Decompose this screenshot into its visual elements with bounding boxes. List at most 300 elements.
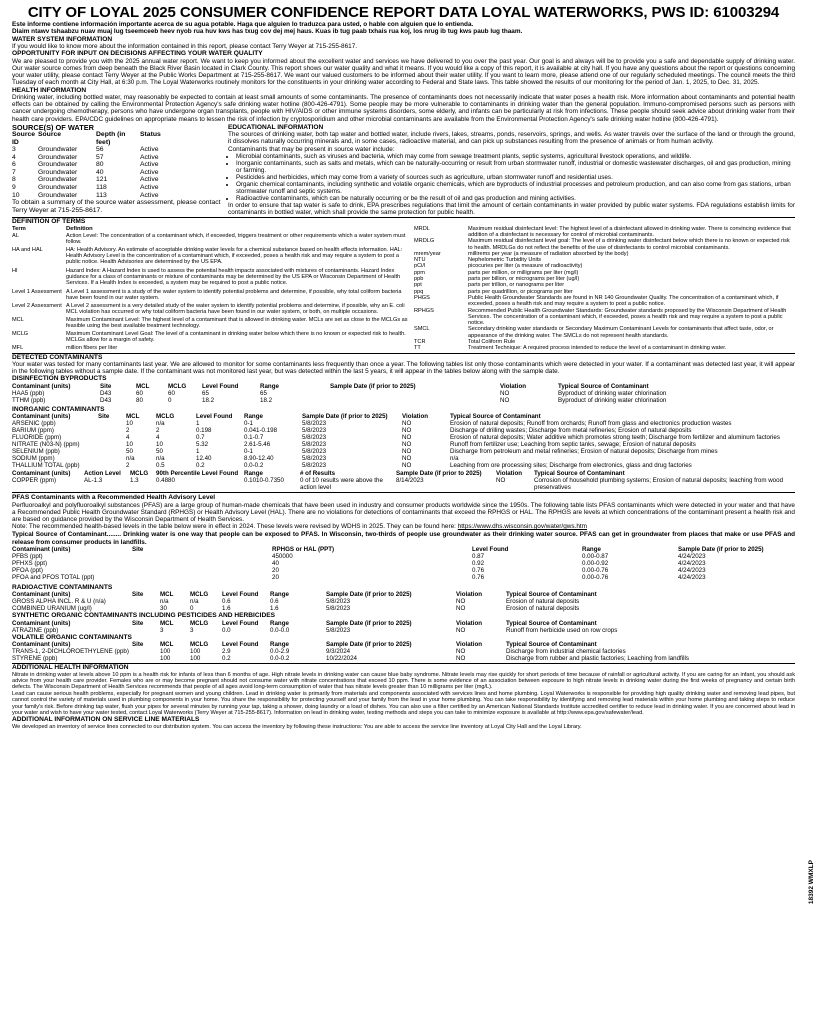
table-cell: 10 xyxy=(126,441,133,449)
table-header: Range xyxy=(244,470,263,478)
table-header: MCLG xyxy=(190,619,209,627)
table-cell: 0.00-0.76 xyxy=(582,573,609,581)
table-header: Sample Date (if prior to 2025) xyxy=(302,413,388,421)
definition-term: HA and HAL xyxy=(12,246,43,253)
table-cell xyxy=(132,567,272,574)
definitions-col-term: Term xyxy=(12,225,26,232)
table-cell: 0.87 xyxy=(472,552,485,560)
table-cell: NO xyxy=(456,605,466,613)
table-header: Violation xyxy=(456,619,483,627)
sources-cell: Groundwater xyxy=(38,146,78,154)
table-cell: 1.6 xyxy=(270,605,279,613)
table-cell: 2 xyxy=(156,427,160,435)
sources-cell: Active xyxy=(140,184,159,192)
table-cell: 0.6 xyxy=(222,598,231,606)
table-cell: 3 xyxy=(190,626,194,634)
table-cell: 0.92 xyxy=(472,559,485,567)
definition-text: parts per trillion, or nanograms per liter xyxy=(468,282,565,289)
sources-cell: Groundwater xyxy=(38,176,78,184)
table-cell: NO xyxy=(456,648,466,656)
table-header: MCLG xyxy=(190,591,209,599)
definition-row xyxy=(12,345,408,352)
table-cell: Discharge of drilling wastes; Discharge from metal refineries; Erosion of natural deposits xyxy=(450,427,692,435)
definition-term: ppm xyxy=(414,269,425,276)
synthetic-table xyxy=(12,620,795,634)
table-cell: 5/8/2023 xyxy=(302,455,327,463)
definition-row xyxy=(414,295,795,308)
table-cell: PFOA (ppt) xyxy=(12,566,43,574)
table-row xyxy=(12,655,795,662)
table-header: Site xyxy=(132,641,144,649)
sources-col-depth: Depth (in feet) xyxy=(96,131,126,146)
table-cell: 0.0-0.2 xyxy=(244,462,264,470)
table-cell xyxy=(132,598,160,605)
sources-heading: SOURCE(S) OF WATER xyxy=(12,122,94,132)
table-header: Range xyxy=(270,619,289,627)
detected-heading: DETECTED CONTAMINANTS xyxy=(12,353,103,361)
definition-text: picocuries per liter (a measure of radioactivity) xyxy=(468,263,583,270)
table-cell xyxy=(330,397,500,404)
table-header: Level Found xyxy=(202,382,239,390)
table-cell: n/a xyxy=(450,455,459,463)
table-cell: 3 xyxy=(160,626,164,634)
dbp-heading: DISINFECTION BYPRODUCTS xyxy=(12,375,107,383)
opportunity-text: We are pleased to provide you with the 2025 annual water report. We want to keep you informed about the excellent water and services we have delivered to you over the past year. Our goal is and always will be to provide you a safe and dependable supply of drinking water. Our water source comes from deep beneath the Black River Basin located in Clark County. This report shows our water quality and what it means. If you would like a copy of this report, it is available at city hall. If you have any questions about the report or questions concerning your water utility, please contact Terry Weyer at the Public Works Department at 715-255-8617. We want our valued customers to be informed about their water utility. If you want to learn more, please attend one of our regularly scheduled meetings. The council meets the third Tuesday of each month at City Hall, at 6:30 p.m. The Loyal Waterworks routinely monitors for the constituents in your drinking water according to Federal and State laws. This table showed the results of our monitoring for the period of Jan. 1, 2025, to Dec. 31, 2025. xyxy=(12,57,795,87)
table-header: Site xyxy=(132,591,144,599)
table-cell: NO xyxy=(402,448,412,456)
sources-cell: Active xyxy=(140,161,159,169)
table-cell xyxy=(132,627,160,634)
table-cell: 18.2 xyxy=(260,396,273,404)
table-row xyxy=(12,567,795,574)
definition-term: MCLG xyxy=(12,330,29,337)
table-cell xyxy=(98,434,126,441)
sources-cell: 121 xyxy=(96,176,108,184)
table-cell: 5/8/2023 xyxy=(302,441,327,449)
table-row xyxy=(12,627,795,634)
educational-lead: Contaminants that may be present in source water include: xyxy=(228,145,395,153)
table-cell: 0.6 xyxy=(270,598,279,606)
definition-term: HI xyxy=(12,267,18,274)
definition-text: Secondary drinking water standards or Secondary Maximum Contaminant Levels for contaminants that affect taste, odor, or appearance of the drinking water. The SMCLs do not represent health standards. xyxy=(468,326,774,339)
table-cell: 0.4880 xyxy=(156,477,175,485)
definition-text: Recommended Public Health Groundwater Standards: Groundwater standards proposed by the Wisconsin Department of Health Services. The concentration of a contaminant which, if exceeded, poses a health risk and may require a system to post a public notice. xyxy=(468,307,787,327)
table-cell xyxy=(98,420,126,427)
service-lines-heading: ADDITIONAL INFORMATION ON SERVICE LINE MATERIALS xyxy=(12,716,200,724)
table-cell: 20 xyxy=(272,566,279,574)
table-header: MCL xyxy=(160,591,174,599)
table-header: 90th Percentile Level Found xyxy=(156,470,239,478)
sources-cell: Active xyxy=(140,191,159,199)
table-cell: NO xyxy=(402,455,412,463)
table-cell xyxy=(132,560,272,567)
sources-cell: Active xyxy=(140,153,159,161)
table-cell: 0-1 xyxy=(244,448,253,456)
spanish-notice: Este informe contiene información importante acerca de su agua potable. Haga que alguien lo traduzca para usted, o hable con alguien que lo entienda. xyxy=(12,21,474,28)
sources-cell: 3 xyxy=(12,146,16,154)
detected-text: Your water was tested for many contaminants last year. We are allowed to monitor for some contaminants less frequently than once a year. The following tables list only those contaminants which were detected in your water. If a contaminant was detected last year, it will appear in the following tables without a sample date. If the contaminant was not monitored last year, but was detected within the last 5 years, it will appear in the tables below along with the sample date. xyxy=(12,361,795,376)
table-cell: 8/14/2023 xyxy=(396,477,424,485)
table-row xyxy=(12,448,795,455)
table-cell: 1.6 xyxy=(222,605,231,613)
table-cell: Discharge from rubber and plastic factories; Leaching from landfills xyxy=(506,655,689,663)
contaminant-type-item: • Radioactive contaminants, which can be naturally occurring or be the result of oil and gas production and mining activities. xyxy=(236,195,795,202)
contaminant-type-item: • Microbial contaminants, such as viruses and bacteria, which may come from sewage treatment plants, septic systems, agricultural livestock operations, and wildlife. xyxy=(236,153,795,160)
table-header: Violation xyxy=(496,470,523,478)
table-cell: 0.2 xyxy=(196,462,205,470)
service-lines-text: We developed an inventory of service lines connected to our distribution system. You can access the inventory by following these instructions: You are able to access the service line inventory at Loyal City Hall and the Loyal Library. xyxy=(12,723,582,730)
definition-text: A Level 2 assessment is a very detailed study of the water system to identify potential problems and determine, if possible, why an E. coli MCL violation has occurred or why total coliform bacteria have been found in our water system, or both, on multiple occasions. xyxy=(66,302,405,315)
sources-cell: Groundwater xyxy=(38,161,78,169)
definition-text: A Level 1 assessment is a study of the water system to identify potential problems and determine, if possible, why total coliform bacteria have been found in our water system. xyxy=(66,288,402,301)
definition-term: MRDL xyxy=(414,225,430,232)
table-cell: D43 xyxy=(100,396,112,404)
inorganic-heading: INORGANIC CONTAMINANTS xyxy=(12,405,105,413)
definitions-col-definition: Definition xyxy=(66,225,93,232)
educational-intro: The sources of drinking water, both tap water and bottled water, include rivers, lakes, streams, ponds, reservoirs, springs, and wells. As water travels over the surface of the land or through the ground, it dissolves naturally occurring minerals and, in some cases, radioactive material, and can pick up substances resulting from the presence of animals or from human activity. xyxy=(228,131,795,146)
table-header: Level Found xyxy=(222,619,259,627)
definition-term: PHGS xyxy=(414,294,430,301)
table-header: Sample Date (if prior to 2025) xyxy=(326,591,412,599)
pfas-text: Perfluoroalkyl and polyfluoroalkyl substances (PFAS) are a large group of human-made chemicals that have been used in industry and consumer products worldwide since the 1950s. The following table lists PFAS contaminants which were detected in your water and that have a Recommended Public Health Groundwater Standard (RPHGS) or Health Advisory Level (HAL). There are no violations for detections of contaminants that exceed the RPHGS or HAL. The RPHGS are levels at which concentrations of the contaminant present a health risk and are based on guidance provided by the Wisconsin Department of Health Services. xyxy=(12,501,795,524)
table-cell: 0.041-0.198 xyxy=(244,427,278,435)
radio-table xyxy=(12,591,795,612)
table-cell: Runoff from fertilizer use; Leaching from septic tanks, sewage; Erosion of natural deposits xyxy=(450,441,696,449)
hmong-notice: Dlaim ntawv tshaabzu nuav muaj lug tseemceeb heev nyob rua huv kws has txug cov dej mej haus. Kuas ib tug paab txhais rua koj, los nrug ib tug kws paub lug thaam. xyxy=(12,28,523,36)
table-cell xyxy=(132,655,160,662)
table-cell: 0-1 xyxy=(244,420,253,428)
contaminant-type-item: • Pesticides and herbicides, which may come from a variety of sources such as agriculture, urban stormwater runoff and residential uses. xyxy=(236,174,795,181)
definition-text: Nephelometric Turbidity Units xyxy=(468,257,542,264)
sources-table xyxy=(12,131,161,199)
table-header: Violation xyxy=(456,641,483,649)
table-cell xyxy=(132,574,272,581)
table-cell: 1 xyxy=(196,420,200,428)
table-cell: 100 xyxy=(160,648,171,656)
sources-col-id: Source ID xyxy=(12,131,36,146)
table-cell: HAA5 (ppb) xyxy=(12,389,45,397)
table-cell: 5/8/2023 xyxy=(326,605,351,613)
sources-row xyxy=(12,154,161,162)
table-cell: 5/8/2023 xyxy=(302,448,327,456)
table-cell: 60 xyxy=(136,389,143,397)
table-row xyxy=(12,397,795,404)
definition-text: Maximum residual disinfectant level: The highest level of a disinfectant allowed in drinking water. There is convincing evidence that addition of a disinfectant is necessary for control of microbial contaminants. xyxy=(468,225,791,238)
table-header: Range xyxy=(582,545,601,553)
table-cell: AL-1.3 xyxy=(84,477,103,485)
definition-term: ppq xyxy=(414,288,424,295)
definition-term: Level 2 Assessment xyxy=(12,302,62,309)
definition-text: Public Health Groundwater Standards are found in NR 140 Groundwater Quality. The concentration of a contaminant which, if exceeded, poses a health risk and may require a system to post a public notice. xyxy=(468,294,779,308)
table-cell: NO xyxy=(456,598,466,606)
table-cell: 10 xyxy=(156,441,163,449)
table-cell: Erosion of natural deposits; Runoff from orchards; Runoff from glass and electronics production wastes xyxy=(450,420,732,428)
water-system-text: If you would like to know more about the information contained in this report, please contact Terry Weyer at 715-255-8617. xyxy=(12,43,358,51)
table-cell: 60 xyxy=(168,389,175,397)
table-cell xyxy=(132,553,272,560)
table-header: # of Results xyxy=(300,470,336,478)
table-cell: ATRAZINE (ppb) xyxy=(12,626,59,634)
table-cell: 40 xyxy=(272,559,279,567)
definition-row xyxy=(414,326,795,339)
definition-row xyxy=(12,233,408,247)
table-cell: NO xyxy=(496,477,506,485)
table-cell: Erosion of natural deposits xyxy=(506,598,580,606)
table-header: Contaminant (units) xyxy=(12,591,71,599)
table-cell: 100 xyxy=(160,655,171,663)
table-header: MCLG xyxy=(190,641,209,649)
definition-row xyxy=(12,268,408,289)
table-cell: D43 xyxy=(100,389,112,397)
table-cell: 4/24/2023 xyxy=(678,573,706,581)
side-code: 18392 WMXLP xyxy=(808,860,815,905)
table-cell xyxy=(98,462,126,469)
table-cell: n/a xyxy=(156,455,165,463)
table-cell: FLUORIDE (ppm) xyxy=(12,434,62,442)
table-cell: 5/8/2023 xyxy=(326,626,351,634)
table-header: MCL xyxy=(160,619,174,627)
table-header: MCLG xyxy=(156,413,175,421)
table-cell: Erosion of natural deposits; Water additive which promotes strong teeth; Discharge from fertilizer and aluminum factories xyxy=(450,434,780,442)
table-header: Sample Date (if prior to 2025) xyxy=(330,382,416,390)
sources-cell: Groundwater xyxy=(38,191,78,199)
table-cell: 2.9 xyxy=(222,648,231,656)
definition-term: RPHGS xyxy=(414,307,434,314)
table-row xyxy=(12,477,795,491)
table-cell: 0.00-0.76 xyxy=(582,566,609,574)
table-cell: Discharge from industrial chemical factories xyxy=(506,648,626,656)
table-cell: THALLIUM TOTAL (ppb) xyxy=(12,462,80,470)
sources-col-status: Status xyxy=(140,131,161,139)
sources-row xyxy=(12,176,161,184)
table-cell xyxy=(98,448,126,455)
nitrate-text: Nitrate in drinking water at levels above 10 ppm is a health risk for infants of less than 6 months of age. High nitrate levels in drinking water can cause blue baby syndrome. Nitrate levels may rise quickly for short periods of time because of rainfall or agricultural activity. If you are caring for an infant, you should ask advice from your health care provider. Females who are or may become pregnant should not consume water with nitrate concentrations that exceed 10 ppm. There is some evidence of an association between exposure to high nitrate levels in drinking water during the first weeks of pregnancy and certain birth defects. The Wisconsin Department of Health Services recommends that people of all ages avoid long-term consumption of water that has nitrate levels greater than 10 milligrams per liter (mg/L). xyxy=(12,671,795,691)
definition-row xyxy=(12,303,408,317)
definition-term: mrem/year xyxy=(414,250,441,257)
definitions-table-left xyxy=(12,226,408,352)
educational-heading: EDUCATIONAL INFORMATION xyxy=(228,123,324,131)
table-header: Sample Date (if prior to 2025) xyxy=(326,641,412,649)
table-header: Range xyxy=(244,413,263,421)
additional-heading: ADDITIONAL HEALTH INFORMATION xyxy=(12,664,129,672)
table-cell: NO xyxy=(402,441,412,449)
table-header: Contaminant (units) xyxy=(12,545,71,553)
sources-cell: 118 xyxy=(96,184,107,192)
educational-outro: In order to ensure that tap water is safe to drink, EPA prescribes regulations that limit the amount of certain contaminants in water provided by public water systems. FDA regulations establish limits for contaminants in bottled water, which shall provide the same protection for public health. xyxy=(228,201,795,217)
table-cell: SODIUM (ppm) xyxy=(12,455,55,463)
table-row xyxy=(12,455,795,462)
definition-term: MFL xyxy=(12,344,24,351)
table-cell: 50 xyxy=(126,448,133,456)
table-cell: 10 xyxy=(126,420,133,428)
pfas-note-text: Note: The recommended health-based levels in the table below were in effect in 2024. These levels were revised by WDHS in 2025. They can be found here: xyxy=(12,523,456,531)
table-cell: BARIUM (ppm) xyxy=(12,427,54,435)
health-text: Drinking water, including bottled water, may reasonably be expected to contain at least small amounts of some contaminants. The presence of contaminants does not necessarily indicate that water poses a health risk. More information about contaminants and potential health effects can be obtained by calling the Environmental Protection Agency's safe drinking water hotline (800-426-4791). Some people may be more vulnerable to contaminants in drinking water than the general population. Immuno-compromised persons such as persons with cancer undergoing chemotherapy, persons who have undergone organ transplants, people with HIV/AIDS or other immune systems disorders, some elderly, and infants can be particularly at risk from infections. These people should seek advice about drinking water from their health care providers. EPA/CDC guidelines on appropriate means to lessen the risk of infection by cryptosporidium and other microbial contaminants are available from the Environmental Protection Agency's safe drinking water hotline (800-426-4791). xyxy=(12,94,795,123)
sources-cell: Groundwater xyxy=(38,153,78,161)
sources-row xyxy=(12,192,161,200)
table-header: Violation xyxy=(402,413,429,421)
pfas-note-link[interactable]: https://www.dhs.wisconsin.gov/water/gws.htm xyxy=(457,523,588,531)
volatile-heading: VOLATILE ORGANIC CONTAMINANTS xyxy=(12,633,132,641)
table-cell: 1.3 xyxy=(130,477,139,485)
sources-row xyxy=(12,146,161,154)
definition-row xyxy=(12,331,408,345)
table-cell: NO xyxy=(500,389,510,397)
table-cell: 0.2 xyxy=(222,655,231,663)
table-cell: ARSENIC (ppb) xyxy=(12,420,56,428)
sources-col-source: Source xyxy=(38,131,62,139)
table-cell: COPPER (ppm) xyxy=(12,477,57,485)
table-row xyxy=(12,553,795,560)
definition-term: MCL xyxy=(12,316,24,323)
table-cell: 0.7 xyxy=(196,434,205,442)
educational-section xyxy=(222,124,795,216)
table-header: Site xyxy=(132,545,144,553)
table-cell: Byproduct of drinking water chlorination xyxy=(558,389,667,397)
table-cell: 1 xyxy=(196,448,200,456)
sources-cell: 113 xyxy=(96,191,107,199)
sources-cell: 10 xyxy=(12,191,20,199)
table-cell: 5/8/2023 xyxy=(302,434,327,442)
table-cell xyxy=(132,648,160,655)
definition-text: Maximum residual disinfectant level goal: The level of a drinking water disinfectant below which there is no known or expected risk to health. MRDLGs do not reflect the benefits of the use of disinfectants to control microbial contaminants. xyxy=(468,238,790,251)
table-cell: TRANS-1, 2-DICHLOROETHYLENE (ppb) xyxy=(12,648,129,656)
definition-term: TCR xyxy=(414,339,426,346)
table-cell: 100 xyxy=(190,655,201,663)
table-cell: 8.90-12.40 xyxy=(244,455,274,463)
sources-cell: Active xyxy=(140,168,159,176)
table-header: Site xyxy=(100,382,112,390)
report-page xyxy=(12,4,795,730)
table-cell: 0.1010-0.7350 xyxy=(244,477,284,485)
sources-row xyxy=(12,184,161,192)
table-cell: 65 xyxy=(202,389,209,397)
table-header: Action Level xyxy=(84,470,121,478)
table-header: Sample Date (if prior to 2025) xyxy=(678,545,764,553)
table-header: Sample Date (if prior to 2025) xyxy=(326,619,412,627)
radio-heading: RADIOACTIVE CONTAMINANTS xyxy=(12,583,113,591)
table-cell: SELENIUM (ppb) xyxy=(12,448,60,456)
table-cell: 0.76 xyxy=(472,573,485,581)
sources-cell: Groundwater xyxy=(38,184,78,192)
definition-text: parts per million, or milligrams per liter (mg/l) xyxy=(468,269,579,276)
table-cell xyxy=(98,441,126,448)
sources-cell: 56 xyxy=(96,146,104,154)
contaminant-type-item: • Organic chemical contaminants, including synthetic and volatile organic chemicals, which are byproducts of industrial processes and petroleum production, and can also come from gas stations, urban stormwater runoff and septic systems. xyxy=(236,181,795,195)
table-header: Contaminant (units) xyxy=(12,413,71,421)
contaminant-types-list xyxy=(228,153,795,202)
table-header: Sample Date (if prior to 2025) xyxy=(396,470,482,478)
table-cell: 100 xyxy=(190,648,201,656)
table-header: Range xyxy=(270,591,289,599)
table-cell: 5/8/2023 xyxy=(326,598,351,606)
sources-cell: 80 xyxy=(96,161,104,169)
sources-cell: 6 xyxy=(12,161,16,169)
table-cell: 18.2 xyxy=(202,396,215,404)
table-row xyxy=(12,420,795,427)
table-header: Site xyxy=(98,413,110,421)
table-row xyxy=(12,648,795,655)
definition-text: Maximum Contaminant Level: The highest level of a contaminant that is allowed in drinking water. MCLs are set as close to the MCLGs as feasible using the best available treatment technology. xyxy=(66,316,408,329)
table-cell: 0.0 xyxy=(222,626,231,634)
definition-text: Treatment Technique: A required process intended to reduce the level of a contaminant in drinking water. xyxy=(468,345,727,352)
table-row xyxy=(12,390,795,397)
table-header: Contaminant (units) xyxy=(12,619,71,627)
table-cell: GROSS ALPHA INCL. R & U (n/a) xyxy=(12,598,106,606)
table-header: Violation xyxy=(500,382,527,390)
sources-cell: 4 xyxy=(12,153,16,161)
sources-cell: Active xyxy=(140,176,159,184)
table-header: Contaminant (units) xyxy=(12,470,71,478)
table-cell: NO xyxy=(402,434,412,442)
table-header: MCLG xyxy=(130,470,149,478)
table-cell xyxy=(330,390,500,397)
table-cell: 0.198 xyxy=(196,427,212,435)
table-cell: NO xyxy=(402,420,412,428)
table-cell: Corrosion of household plumbing systems; Erosion of natural deposits; leaching from wood preservatives xyxy=(534,477,784,492)
table-cell: 12.40 xyxy=(196,455,212,463)
definition-text: parts per quadrillion, or picograms per liter xyxy=(468,288,573,295)
table-cell xyxy=(132,605,160,612)
sources-cell: 9 xyxy=(12,184,16,192)
table-header: Range xyxy=(260,382,279,390)
sources-cell: Groundwater xyxy=(38,168,78,176)
definition-text: Hazard Index: A Hazard Index is used to assess the potential health impacts associated with mixtures of contaminants. Hazard Index guidance for a class of contaminants or mixture of contaminants may be determined by the US EPA or Wisconsin Department of Health Services. If a Health Index is exceeded, a system may be required to post a public notice. xyxy=(66,267,401,287)
sources-cell: Active xyxy=(140,146,159,154)
table-cell: 2 xyxy=(126,427,130,435)
table-cell: 0 of 10 results were above the action level xyxy=(300,477,383,492)
table-cell: STYRENE (ppb) xyxy=(12,655,58,663)
table-cell: 4 xyxy=(156,434,160,442)
table-header: Typical Source of Contaminant xyxy=(506,619,597,627)
table-cell: NO xyxy=(456,655,466,663)
table-cell: 50 xyxy=(156,448,163,456)
inorganic-table xyxy=(12,413,795,469)
table-header: MCLG xyxy=(168,382,187,390)
sources-row xyxy=(12,161,161,169)
definition-text: Maximum Contaminant Level Goal: The level of a contaminant in drinking water below which there is no known or expected risk to health. MCLGs allow for a margin of safety. xyxy=(66,330,406,343)
table-row xyxy=(12,462,795,469)
definition-row xyxy=(414,345,795,351)
table-row xyxy=(12,598,795,605)
synthetic-heading: SYNTHETIC ORGANIC CONTAMINANTS INCLUDING PESTICIDES AND HERBICIDES xyxy=(12,612,276,620)
table-header: MCL xyxy=(126,413,140,421)
table-header: Contaminant (units) xyxy=(12,641,71,649)
table-cell: 4/24/2023 xyxy=(678,566,706,574)
pfas-typical-text: Drinking water is one way that people can be exposed to PFAS. In Wisconsin, two-thirds of people use groundwater as their drinking water source. PFAS can get in groundwater from places that make or use PFAS and release from consumer products in landfills. xyxy=(12,531,796,546)
table-cell: COMBINED URANIUM (ug/l) xyxy=(12,605,92,613)
table-header: MCL xyxy=(160,641,174,649)
table-header: Typical Source of Contaminant xyxy=(506,591,597,599)
sources-note: To obtain a summary of the source water assessment, please contact Terry Weyer at 715-255-8617. xyxy=(12,199,221,214)
table-cell: 450000 xyxy=(272,552,293,560)
report-title: CITY OF LOYAL 2025 CONSUMER CONFIDENCE REPORT DATA LOYAL WATERWORKS, PWS ID: 61003294 xyxy=(27,4,780,21)
sources-cell: 57 xyxy=(96,153,104,161)
table-header: Typical Source of Contaminant xyxy=(534,470,625,478)
table-cell: 65 xyxy=(260,389,267,397)
table-cell: 0 xyxy=(168,396,172,404)
definition-term: NTU xyxy=(414,257,426,264)
table-cell: n/a xyxy=(160,598,169,606)
table-cell: 0.0-2.9 xyxy=(270,648,290,656)
pfas-typical-label: Typical Source of Contaminant xyxy=(12,531,107,539)
copper-table xyxy=(12,470,795,491)
table-cell: Runoff from herbicide used on row crops xyxy=(506,626,618,634)
table-cell xyxy=(98,427,126,434)
table-cell: 0 xyxy=(190,605,194,613)
definition-text: parts per billion, or micrograms per liter (ug/l) xyxy=(468,276,580,283)
table-header: Level Found xyxy=(222,591,259,599)
